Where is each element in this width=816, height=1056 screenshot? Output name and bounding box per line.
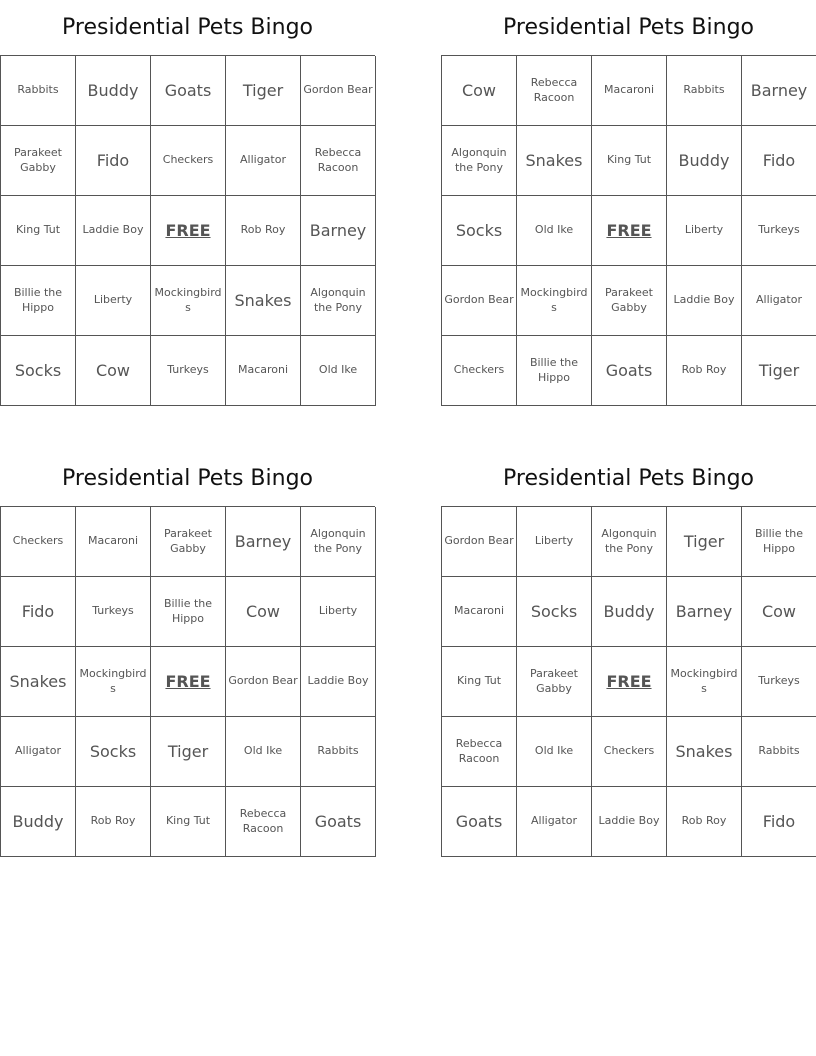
bingo-cell: Buddy [592,577,667,647]
bingo-cell: Rebecca Racoon [442,717,517,787]
bingo-cell: Billie the Hippo [517,336,592,406]
bingo-cell: Gordon Bear [442,266,517,336]
bingo-cell: Old Ike [517,196,592,266]
bingo-cell: Goats [301,787,376,857]
bingo-cell: Rebecca Racoon [517,56,592,126]
bingo-cell: Goats [442,787,517,857]
bingo-cell: Barney [226,507,301,577]
bingo-grid [441,506,816,857]
bingo-cell: Cow [76,336,151,406]
bingo-grid [0,55,375,406]
bingo-cell: Socks [1,336,76,406]
bingo-cell: Buddy [667,126,742,196]
bingo-cell: Checkers [151,126,226,196]
bingo-cell: Fido [742,126,816,196]
bingo-cell: Snakes [226,266,301,336]
bingo-cell: Macaroni [442,577,517,647]
bingo-cell: Parakeet Gabby [151,507,226,577]
free-space-cell: FREE [592,196,667,266]
card-title: Presidential Pets Bingo [62,466,313,491]
bingo-cell: Barney [742,56,816,126]
free-space-cell: FREE [151,647,226,717]
bingo-card-1 [0,0,375,406]
bingo-cell: Turkeys [151,336,226,406]
bingo-cell: Macaroni [76,507,151,577]
bingo-cell: Laddie Boy [667,266,742,336]
bingo-cell: Rob Roy [667,336,742,406]
bingo-cell: Cow [742,577,816,647]
bingo-cell: Liberty [667,196,742,266]
bingo-cell: King Tut [442,647,517,717]
bingo-cell: Turkeys [742,647,816,717]
bingo-cell: Algonquin the Pony [301,507,376,577]
bingo-cell: Turkeys [76,577,151,647]
bingo-cell: Algonquin the Pony [592,507,667,577]
free-space-cell: FREE [151,196,226,266]
bingo-cell: Cow [226,577,301,647]
bingo-cell: Rabbits [301,717,376,787]
card-title: Presidential Pets Bingo [62,15,313,40]
bingo-cell: King Tut [1,196,76,266]
bingo-cell: Alligator [1,717,76,787]
bingo-cell: Snakes [1,647,76,717]
bingo-cell: Laddie Boy [592,787,667,857]
bingo-cell: Gordon Bear [301,56,376,126]
bingo-cell: Gordon Bear [442,507,517,577]
bingo-cell: Mockingbirds [151,266,226,336]
bingo-cell: Tiger [151,717,226,787]
card-title: Presidential Pets Bingo [503,15,754,40]
bingo-cell: Rebecca Racoon [301,126,376,196]
bingo-cell: Macaroni [226,336,301,406]
bingo-cell: Goats [592,336,667,406]
bingo-cell: Alligator [742,266,816,336]
bingo-cell: Socks [517,577,592,647]
bingo-cell: Tiger [226,56,301,126]
bingo-cell: Rob Roy [667,787,742,857]
bingo-cell: Liberty [301,577,376,647]
bingo-cell: Socks [76,717,151,787]
bingo-cell: King Tut [592,126,667,196]
bingo-grid [0,506,375,857]
bingo-cell: Checkers [442,336,517,406]
bingo-cell: Buddy [1,787,76,857]
bingo-cell: Gordon Bear [226,647,301,717]
bingo-cell: Billie the Hippo [1,266,76,336]
bingo-cell: Mockingbirds [667,647,742,717]
bingo-cell: Socks [442,196,517,266]
bingo-cell: Cow [442,56,517,126]
bingo-cell: Laddie Boy [301,647,376,717]
bingo-cell: Billie the Hippo [151,577,226,647]
bingo-cell: Snakes [517,126,592,196]
bingo-cell: Macaroni [592,56,667,126]
bingo-cell: Mockingbirds [517,266,592,336]
bingo-cell: Rebecca Racoon [226,787,301,857]
bingo-cell: Rabbits [742,717,816,787]
bingo-cell: Tiger [742,336,816,406]
bingo-card-3 [0,451,375,857]
bingo-cell: King Tut [151,787,226,857]
bingo-cell: Algonquin the Pony [301,266,376,336]
bingo-cell: Barney [301,196,376,266]
bingo-card-4 [441,451,816,857]
bingo-cell: Goats [151,56,226,126]
bingo-cell: Rob Roy [76,787,151,857]
bingo-cell: Barney [667,577,742,647]
bingo-cell: Rabbits [1,56,76,126]
bingo-cell: Old Ike [226,717,301,787]
bingo-cell: Laddie Boy [76,196,151,266]
bingo-cell: Rob Roy [226,196,301,266]
bingo-cell: Parakeet Gabby [592,266,667,336]
bingo-cell: Checkers [592,717,667,787]
card-title: Presidential Pets Bingo [503,466,754,491]
bingo-cell: Mockingbirds [76,647,151,717]
bingo-cell: Buddy [76,56,151,126]
bingo-cell: Alligator [517,787,592,857]
bingo-cell: Checkers [1,507,76,577]
bingo-card-2 [441,0,816,406]
bingo-cell: Fido [742,787,816,857]
bingo-cell: Parakeet Gabby [1,126,76,196]
bingo-cell: Fido [1,577,76,647]
bingo-cell: Parakeet Gabby [517,647,592,717]
bingo-cell: Liberty [76,266,151,336]
bingo-cell: Algonquin the Pony [442,126,517,196]
bingo-cell: Turkeys [742,196,816,266]
bingo-cell: Old Ike [301,336,376,406]
bingo-cell: Billie the Hippo [742,507,816,577]
bingo-cell: Snakes [667,717,742,787]
free-space-cell: FREE [592,647,667,717]
bingo-cell: Alligator [226,126,301,196]
bingo-cell: Rabbits [667,56,742,126]
bingo-cell: Fido [76,126,151,196]
bingo-cell: Tiger [667,507,742,577]
bingo-cell: Old Ike [517,717,592,787]
bingo-grid [441,55,816,406]
bingo-cell: Liberty [517,507,592,577]
